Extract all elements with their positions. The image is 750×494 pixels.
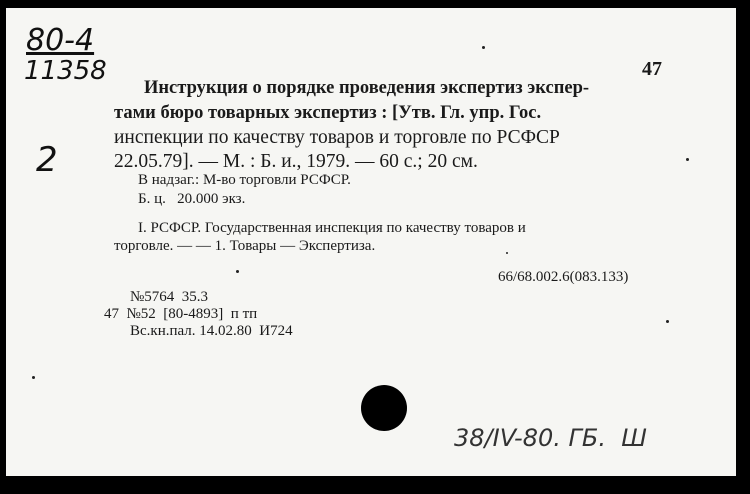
- classification-code: 66/68.002.6(083.133): [498, 269, 629, 285]
- title-line-3: инспекции по качеству товаров и торговле по РСФСР: [114, 127, 560, 148]
- speck: [686, 158, 689, 161]
- subject-line-1: I. РСФСР. Государственная инспекция по качеству товаров и: [138, 220, 526, 236]
- subject-line-2: торговле. — — 1. Товары — Экспертиза.: [114, 238, 376, 254]
- record-line-2: 47 №52 [80-4893] п тп: [104, 306, 258, 322]
- speck: [666, 320, 669, 323]
- record-line-1: №5764 35.3: [130, 289, 209, 305]
- speck: [32, 376, 35, 379]
- title-line-2: тами бюро товарных экспертиз : [Утв. Гл. упр. Гос.: [114, 103, 542, 123]
- handwritten-accession-number: 11358: [24, 56, 107, 86]
- title-line-1: Инструкция о порядке проведения экспертиз экспер-: [144, 78, 590, 98]
- note-line-2: Б. ц. 20.000 экз.: [138, 191, 246, 207]
- note-line-1: В надзаг.: М-во торговли РСФСР.: [138, 172, 351, 188]
- catalog-card: [6, 8, 736, 476]
- handwritten-footer-note: 38/IV-80. ГБ. Ш: [454, 424, 647, 452]
- handwritten-shelf-mark: 80-4: [26, 23, 95, 58]
- speck: [236, 270, 239, 273]
- record-line-3: Вс.кн.пал. 14.02.80 И724: [130, 323, 293, 339]
- card-number: 47: [642, 58, 662, 80]
- punch-hole: [361, 385, 407, 431]
- speck: [482, 46, 485, 49]
- handwritten-side-mark: 2: [36, 140, 58, 180]
- title-line-4: 22.05.79]. — М. : Б. и., 1979. — 60 с.; 20 см.: [114, 151, 478, 172]
- speck: [506, 252, 508, 254]
